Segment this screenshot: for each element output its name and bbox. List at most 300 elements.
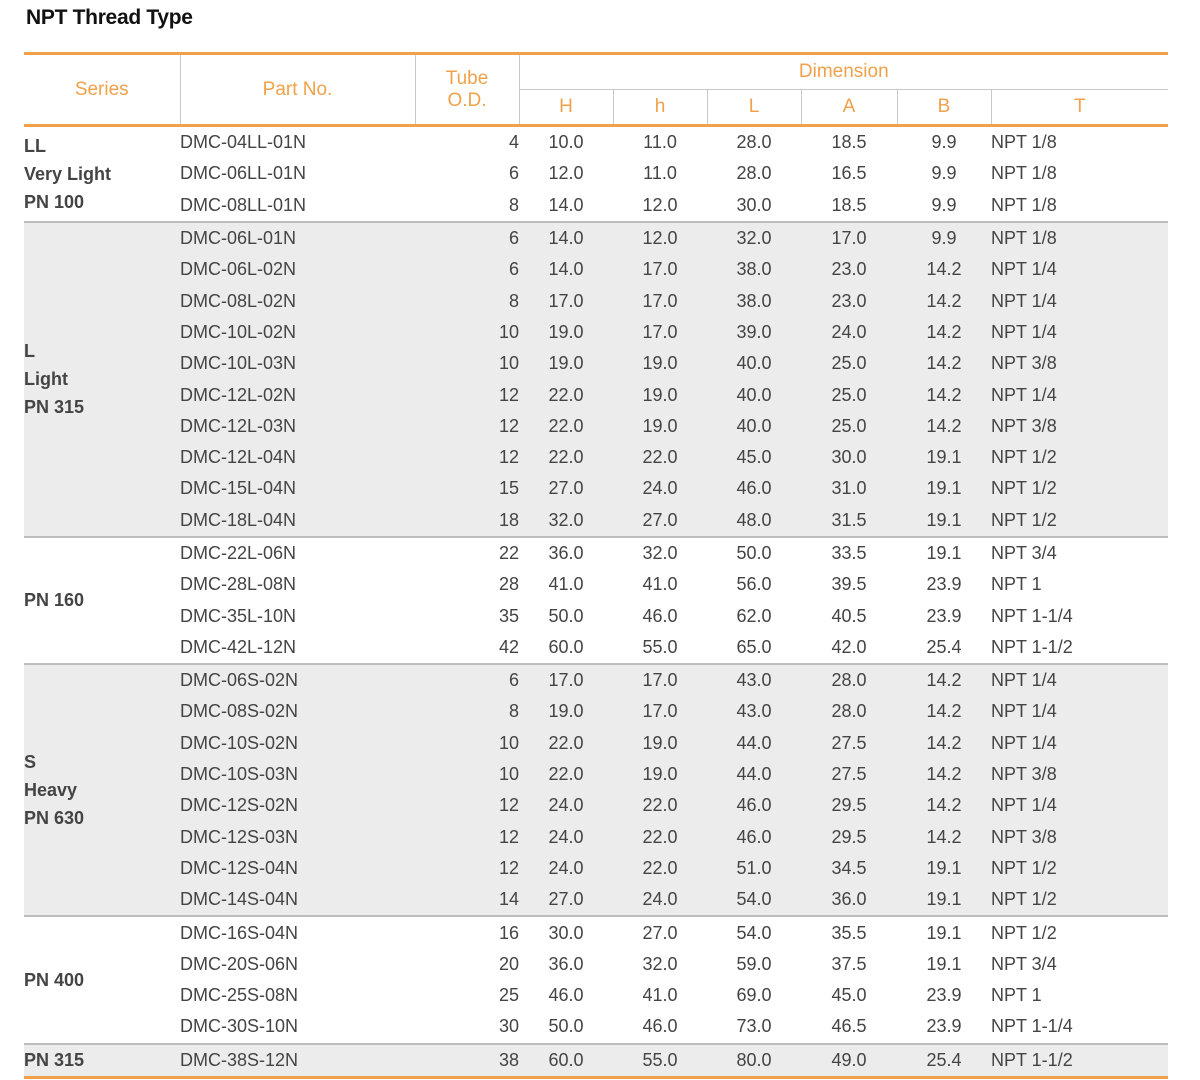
dim-h-lower-cell: 27.0 — [613, 505, 707, 537]
dim-b-cell: 14.2 — [897, 696, 991, 727]
dim-h-upper-cell: 17.0 — [519, 664, 613, 696]
tube-od-cell: 12 — [415, 411, 519, 442]
dim-a-cell: 39.5 — [831, 574, 867, 595]
part-no-cell: DMC-16S-04N — [180, 916, 415, 948]
dim-h-upper-cell: 24.0 — [519, 790, 613, 821]
header-dim-h-upper: H — [519, 90, 613, 126]
dim-b-cell: 14.2 — [897, 822, 991, 853]
table-row — [24, 569, 1168, 600]
dim-h-upper-cell: 60.0 — [548, 636, 584, 657]
table-row — [24, 759, 1168, 790]
series-label-line: PN 100 — [24, 191, 85, 212]
dim-h-lower-cell: 17.0 — [613, 696, 707, 727]
dim-a-cell: 23.0 — [801, 285, 897, 316]
dim-t-cell: NPT 3/8 — [991, 411, 1168, 442]
table-row — [24, 696, 1168, 727]
part-no-cell: DMC-06S-02N — [180, 664, 415, 696]
dim-h-upper-cell: 22.0 — [519, 759, 613, 790]
part-no-cell: DMC-08L-02N — [180, 285, 415, 316]
tube-od-cell: 30 — [498, 1016, 519, 1037]
dim-h-upper-cell: 27.0 — [519, 473, 613, 504]
dim-a-cell: 31.0 — [801, 473, 897, 504]
dim-h-lower-cell: 41.0 — [642, 985, 678, 1006]
dim-h-upper-cell: 14.0 — [519, 222, 613, 254]
dim-t-cell: NPT 1/4 — [991, 696, 1168, 727]
dim-l-cell: 38.0 — [707, 285, 801, 316]
part-no-cell: DMC-12L-02N — [180, 379, 415, 410]
dim-b-cell: 14.2 — [897, 411, 991, 442]
part-no-cell: DMC-42L-12N — [180, 636, 297, 657]
dim-b-cell: 19.1 — [897, 473, 991, 504]
dim-a-cell: 49.0 — [801, 1044, 897, 1078]
dim-l-cell: 40.0 — [707, 379, 801, 410]
dim-h-lower-cell: 17.0 — [613, 285, 707, 316]
dim-t-cell: NPT 1/8 — [991, 194, 1057, 215]
dim-h-lower-cell: 55.0 — [642, 636, 678, 657]
dim-b-cell: 9.9 — [931, 132, 957, 153]
dim-t-cell: NPT 1-1/2 — [991, 1044, 1168, 1078]
dim-h-upper-cell: 17.0 — [519, 285, 613, 316]
dim-t-cell: NPT 1-1/4 — [991, 605, 1073, 626]
tube-od-cell: 14 — [415, 884, 519, 916]
dim-h-lower-cell: 41.0 — [642, 574, 678, 595]
header-dim-b: B — [897, 90, 991, 126]
dim-t-cell: NPT 1/4 — [991, 664, 1168, 696]
dim-a-cell: 27.5 — [801, 728, 897, 759]
dim-h-lower-cell: 17.0 — [613, 317, 707, 348]
table-row — [24, 222, 1168, 254]
dim-t-cell: NPT 1/2 — [991, 884, 1168, 916]
series-cell — [24, 664, 180, 916]
tube-od-cell: 4 — [508, 132, 519, 153]
part-no-cell: DMC-35L-10N — [180, 605, 297, 626]
tube-od-cell: 25 — [498, 985, 519, 1006]
dim-l-cell: 46.0 — [707, 473, 801, 504]
dim-a-cell: 27.5 — [801, 759, 897, 790]
dim-t-cell: NPT 1/4 — [991, 379, 1168, 410]
dim-b-cell: 25.4 — [897, 1044, 991, 1078]
dim-h-lower-cell: 12.0 — [613, 222, 707, 254]
dim-t-cell: NPT 1/8 — [991, 222, 1168, 254]
dim-a-cell: 45.0 — [831, 985, 867, 1006]
dim-b-cell: 19.1 — [926, 953, 962, 974]
dim-t-cell: NPT 3/8 — [991, 348, 1168, 379]
dim-t-cell: NPT 1/8 — [991, 132, 1057, 153]
dim-h-upper-cell: 36.0 — [519, 537, 613, 569]
table-body — [24, 126, 1168, 1078]
table-row — [24, 1044, 1168, 1078]
part-no-cell: DMC-06L-01N — [180, 222, 415, 254]
table-row — [24, 317, 1168, 348]
dim-b-cell: 14.2 — [897, 759, 991, 790]
dim-l-cell: 39.0 — [707, 317, 801, 348]
page-title: NPT Thread Type — [26, 6, 193, 29]
dim-h-upper-cell: 36.0 — [548, 953, 584, 974]
dim-l-cell: 50.0 — [707, 537, 801, 569]
tube-od-cell: 12 — [415, 790, 519, 821]
dim-a-cell: 24.0 — [801, 317, 897, 348]
dim-b-cell: 23.9 — [926, 1016, 962, 1037]
dim-h-upper-cell: 41.0 — [548, 574, 584, 595]
dim-t-cell: NPT 1 — [991, 574, 1042, 595]
part-no-cell: DMC-22L-06N — [180, 537, 415, 569]
header-dim-a: A — [801, 90, 897, 126]
dim-h-lower-cell: 46.0 — [642, 1016, 678, 1037]
dim-b-cell: 9.9 — [897, 222, 991, 254]
dim-h-lower-cell: 55.0 — [613, 1044, 707, 1078]
dim-h-upper-cell: 60.0 — [519, 1044, 613, 1078]
part-no-cell: DMC-12S-02N — [180, 790, 415, 821]
header-tube-od-line1: Tube — [415, 54, 519, 90]
dim-a-cell: 28.0 — [801, 664, 897, 696]
tube-od-cell: 12 — [415, 442, 519, 473]
part-no-cell: DMC-10L-02N — [180, 317, 415, 348]
dim-h-upper-cell: 24.0 — [519, 822, 613, 853]
tube-od-cell: 10 — [415, 759, 519, 790]
dim-h-lower-cell: 12.0 — [642, 194, 678, 215]
dim-b-cell: 19.1 — [897, 916, 991, 948]
tube-od-cell: 16 — [415, 916, 519, 948]
dim-t-cell: NPT 1/4 — [991, 317, 1168, 348]
dim-l-cell: 80.0 — [707, 1044, 801, 1078]
part-no-cell: DMC-06LL-01N — [180, 163, 307, 184]
dim-l-cell: 40.0 — [707, 411, 801, 442]
dim-b-cell: 14.2 — [897, 317, 991, 348]
part-no-cell: DMC-18L-04N — [180, 505, 415, 537]
dim-b-cell: 19.1 — [897, 505, 991, 537]
dim-h-lower-cell: 22.0 — [613, 853, 707, 884]
table-row — [24, 158, 1168, 189]
tube-od-cell: 8 — [508, 194, 519, 215]
dim-a-cell: 25.0 — [801, 379, 897, 410]
dim-h-upper-cell: 12.0 — [548, 163, 584, 184]
dim-b-cell: 14.2 — [897, 254, 991, 285]
tube-od-cell: 20 — [498, 953, 519, 974]
series-label-line: Light — [24, 369, 68, 390]
dim-t-cell: NPT 3/4 — [991, 537, 1168, 569]
dim-a-cell: 31.5 — [801, 505, 897, 537]
dim-l-cell: 59.0 — [736, 953, 772, 974]
dim-l-cell: 65.0 — [736, 636, 772, 657]
dim-h-lower-cell: 32.0 — [613, 537, 707, 569]
part-no-cell: DMC-10S-02N — [180, 728, 415, 759]
tube-od-cell: 35 — [498, 605, 519, 626]
table-row — [24, 442, 1168, 473]
part-no-cell: DMC-28L-08N — [180, 574, 297, 595]
dim-h-lower-cell: 46.0 — [642, 605, 678, 626]
dim-l-cell: 30.0 — [736, 194, 772, 215]
dim-l-cell: 73.0 — [736, 1016, 772, 1037]
header-dim-h-lower: h — [613, 90, 707, 126]
dim-b-cell: 14.2 — [897, 348, 991, 379]
tube-od-cell: 10 — [415, 348, 519, 379]
dim-l-cell: 44.0 — [707, 759, 801, 790]
table-row — [24, 537, 1168, 569]
series-cell — [24, 537, 180, 664]
tube-od-cell: 15 — [415, 473, 519, 504]
table-row — [24, 411, 1168, 442]
table-row — [24, 853, 1168, 884]
dim-t-cell: NPT 1/2 — [991, 473, 1168, 504]
tube-od-cell: 6 — [508, 163, 519, 184]
part-no-cell: DMC-10S-03N — [180, 759, 415, 790]
dim-b-cell: 9.9 — [931, 194, 957, 215]
dim-t-cell: NPT 3/4 — [991, 953, 1057, 974]
table-row — [24, 348, 1168, 379]
dim-a-cell: 16.5 — [831, 163, 867, 184]
dim-a-cell: 37.5 — [831, 953, 867, 974]
dim-l-cell: 69.0 — [736, 985, 772, 1006]
table-row — [24, 664, 1168, 696]
dim-a-cell: 33.5 — [801, 537, 897, 569]
table-row — [24, 916, 1168, 948]
dim-h-upper-cell: 27.0 — [519, 884, 613, 916]
dim-l-cell: 38.0 — [707, 254, 801, 285]
dim-h-lower-cell: 11.0 — [643, 163, 677, 184]
dim-b-cell: 19.1 — [897, 442, 991, 473]
dim-l-cell: 28.0 — [736, 163, 772, 184]
dim-h-upper-cell: 50.0 — [548, 1016, 584, 1037]
part-no-cell: DMC-30S-10N — [180, 1016, 299, 1037]
dim-t-cell: NPT 1 — [991, 985, 1042, 1006]
dim-l-cell: 48.0 — [707, 505, 801, 537]
dim-l-cell: 40.0 — [707, 348, 801, 379]
part-no-cell: DMC-12S-04N — [180, 853, 415, 884]
dim-h-lower-cell: 17.0 — [613, 254, 707, 285]
dim-t-cell: NPT 1/2 — [991, 853, 1168, 884]
dim-b-cell: 9.9 — [931, 163, 957, 184]
series-label-line: Heavy — [24, 780, 78, 801]
dim-a-cell: 25.0 — [801, 348, 897, 379]
header-dimension: Dimension — [519, 54, 1168, 90]
dim-a-cell: 42.0 — [831, 636, 867, 657]
dim-h-lower-cell: 19.0 — [613, 728, 707, 759]
dim-h-lower-cell: 24.0 — [613, 473, 707, 504]
tube-od-cell: 28 — [498, 574, 519, 595]
dim-b-cell: 19.1 — [897, 853, 991, 884]
dim-h-upper-cell: 10.0 — [548, 132, 584, 153]
dim-b-cell: 14.2 — [897, 285, 991, 316]
dim-b-cell: 14.2 — [897, 728, 991, 759]
dim-l-cell: 32.0 — [707, 222, 801, 254]
dim-a-cell: 46.5 — [831, 1016, 867, 1037]
dim-l-cell: 46.0 — [707, 790, 801, 821]
table-row — [24, 254, 1168, 285]
tube-od-cell: 6 — [415, 664, 519, 696]
dim-h-upper-cell: 14.0 — [548, 194, 584, 215]
dim-h-upper-cell: 22.0 — [519, 411, 613, 442]
tube-od-cell: 38 — [415, 1044, 519, 1078]
part-no-cell: DMC-15L-04N — [180, 473, 415, 504]
dim-l-cell: 54.0 — [707, 916, 801, 948]
dim-h-upper-cell: 50.0 — [548, 605, 584, 626]
dim-h-lower-cell: 22.0 — [613, 822, 707, 853]
dim-t-cell: NPT 1/8 — [991, 163, 1057, 184]
tube-od-cell: 22 — [415, 537, 519, 569]
table-row — [24, 822, 1168, 853]
part-no-cell: DMC-06L-02N — [180, 254, 415, 285]
part-no-cell: DMC-25S-08N — [180, 985, 299, 1006]
dim-h-upper-cell: 22.0 — [519, 379, 613, 410]
dim-t-cell: NPT 1-1/4 — [991, 1016, 1073, 1037]
table-row — [24, 1011, 1168, 1043]
tube-od-cell: 8 — [415, 696, 519, 727]
tube-od-cell: 6 — [415, 222, 519, 254]
dim-h-lower-cell: 19.0 — [613, 411, 707, 442]
dim-a-cell: 40.5 — [831, 605, 867, 626]
dim-b-cell: 14.2 — [897, 379, 991, 410]
table-row — [24, 884, 1168, 916]
dim-h-lower-cell: 19.0 — [613, 348, 707, 379]
dim-a-cell: 30.0 — [801, 442, 897, 473]
dim-t-cell: NPT 1/4 — [991, 254, 1168, 285]
table-row — [24, 980, 1168, 1011]
dim-a-cell: 36.0 — [801, 884, 897, 916]
tube-od-cell: 6 — [415, 254, 519, 285]
dim-b-cell: 14.2 — [897, 664, 991, 696]
dim-h-upper-cell: 19.0 — [519, 696, 613, 727]
dim-a-cell: 29.5 — [801, 790, 897, 821]
dim-h-lower-cell: 19.0 — [613, 379, 707, 410]
dim-a-cell: 23.0 — [801, 254, 897, 285]
table-row — [24, 790, 1168, 821]
dim-h-upper-cell: 24.0 — [519, 853, 613, 884]
series-label-line: Very Light — [24, 163, 112, 184]
tube-od-cell: 12 — [415, 853, 519, 884]
tube-od-cell: 12 — [415, 379, 519, 410]
series-label-line: S — [24, 752, 37, 773]
dim-t-cell: NPT 3/8 — [991, 759, 1168, 790]
table-row — [24, 600, 1168, 631]
dim-l-cell: 62.0 — [736, 605, 772, 626]
dim-h-upper-cell: 22.0 — [519, 442, 613, 473]
series-cell — [24, 916, 180, 1043]
series-cell — [24, 222, 180, 537]
part-no-cell: DMC-20S-06N — [180, 953, 299, 974]
dim-t-cell: NPT 3/8 — [991, 822, 1168, 853]
dim-l-cell: 43.0 — [707, 696, 801, 727]
dim-h-upper-cell: 19.0 — [519, 348, 613, 379]
dim-h-lower-cell: 22.0 — [613, 790, 707, 821]
tube-od-cell: 42 — [498, 636, 519, 657]
dim-l-cell: 43.0 — [707, 664, 801, 696]
header-part-no: Part No. — [180, 54, 415, 126]
dim-h-lower-cell: 17.0 — [613, 664, 707, 696]
part-no-cell: DMC-08S-02N — [180, 696, 415, 727]
series-label-line: PN 315 — [24, 1050, 85, 1071]
series-label-line: PN 630 — [24, 808, 85, 829]
dim-l-cell: 46.0 — [707, 822, 801, 853]
tube-od-cell: 12 — [415, 822, 519, 853]
table-row — [24, 379, 1168, 410]
series-label-line: PN 315 — [24, 397, 85, 418]
dim-h-lower-cell: 22.0 — [613, 442, 707, 473]
dim-h-upper-cell: 46.0 — [548, 985, 584, 1006]
dim-h-lower-cell: 27.0 — [613, 916, 707, 948]
dim-b-cell: 23.9 — [926, 605, 962, 626]
table-row — [24, 505, 1168, 537]
table-row — [24, 285, 1168, 316]
dim-l-cell: 45.0 — [707, 442, 801, 473]
dim-h-lower-cell: 11.0 — [643, 132, 677, 153]
part-no-cell: DMC-08LL-01N — [180, 194, 307, 215]
series-label-line: PN 160 — [24, 590, 85, 611]
series-label-line: LL — [24, 135, 46, 156]
dim-t-cell: NPT 1/2 — [991, 916, 1168, 948]
tube-od-cell: 10 — [415, 317, 519, 348]
dim-b-cell: 14.2 — [897, 790, 991, 821]
tube-od-cell: 18 — [415, 505, 519, 537]
npt-thread-table — [24, 52, 1168, 1079]
series-label-line: PN 400 — [24, 970, 85, 991]
series-cell — [24, 1044, 180, 1078]
dim-h-upper-cell: 30.0 — [519, 916, 613, 948]
table-row — [24, 126, 1168, 159]
part-no-cell: DMC-14S-04N — [180, 884, 415, 916]
dim-a-cell: 35.5 — [801, 916, 897, 948]
dim-b-cell: 19.1 — [897, 884, 991, 916]
header-series: Series — [24, 54, 180, 126]
dim-b-cell: 25.4 — [926, 636, 962, 657]
dim-b-cell: 23.9 — [926, 985, 962, 1006]
dim-h-lower-cell: 24.0 — [613, 884, 707, 916]
table-row — [24, 949, 1168, 980]
series-label-line: L — [24, 341, 35, 362]
dim-a-cell: 17.0 — [801, 222, 897, 254]
dim-a-cell: 34.5 — [801, 853, 897, 884]
dim-l-cell: 54.0 — [707, 884, 801, 916]
dim-l-cell: 56.0 — [736, 574, 772, 595]
dim-h-upper-cell: 32.0 — [519, 505, 613, 537]
header-tube-od-line2: O.D. — [415, 90, 519, 126]
part-no-cell: DMC-38S-12N — [180, 1044, 415, 1078]
tube-od-cell: 8 — [415, 285, 519, 316]
dim-t-cell: NPT 1/4 — [991, 790, 1168, 821]
dim-h-upper-cell: 19.0 — [519, 317, 613, 348]
dim-t-cell: NPT 1/2 — [991, 505, 1168, 537]
dim-a-cell: 29.5 — [801, 822, 897, 853]
part-no-cell: DMC-12L-04N — [180, 442, 415, 473]
table-row — [24, 632, 1168, 664]
dim-h-upper-cell: 14.0 — [519, 254, 613, 285]
dim-h-lower-cell: 32.0 — [642, 953, 678, 974]
dim-h-lower-cell: 19.0 — [613, 759, 707, 790]
dim-t-cell: NPT 1-1/2 — [991, 636, 1073, 657]
tube-od-cell: 10 — [415, 728, 519, 759]
dim-a-cell: 28.0 — [801, 696, 897, 727]
part-no-cell: DMC-12S-03N — [180, 822, 415, 853]
table-row — [24, 190, 1168, 222]
series-cell — [24, 126, 180, 222]
part-no-cell: DMC-04LL-01N — [180, 132, 307, 153]
dim-a-cell: 18.5 — [831, 132, 867, 153]
dim-b-cell: 19.1 — [897, 537, 991, 569]
dim-l-cell: 51.0 — [707, 853, 801, 884]
dim-t-cell: NPT 1/4 — [991, 285, 1168, 316]
dim-t-cell: NPT 1/4 — [991, 728, 1168, 759]
header-dim-t: T — [991, 90, 1168, 126]
dim-a-cell: 25.0 — [801, 411, 897, 442]
part-no-cell: DMC-12L-03N — [180, 411, 415, 442]
dim-a-cell: 18.5 — [831, 194, 867, 215]
header-dim-l: L — [707, 90, 801, 126]
dim-h-upper-cell: 22.0 — [519, 728, 613, 759]
dim-l-cell: 28.0 — [736, 132, 772, 153]
table-row — [24, 473, 1168, 504]
dim-l-cell: 44.0 — [707, 728, 801, 759]
dim-t-cell: NPT 1/2 — [991, 442, 1168, 473]
table-row — [24, 728, 1168, 759]
